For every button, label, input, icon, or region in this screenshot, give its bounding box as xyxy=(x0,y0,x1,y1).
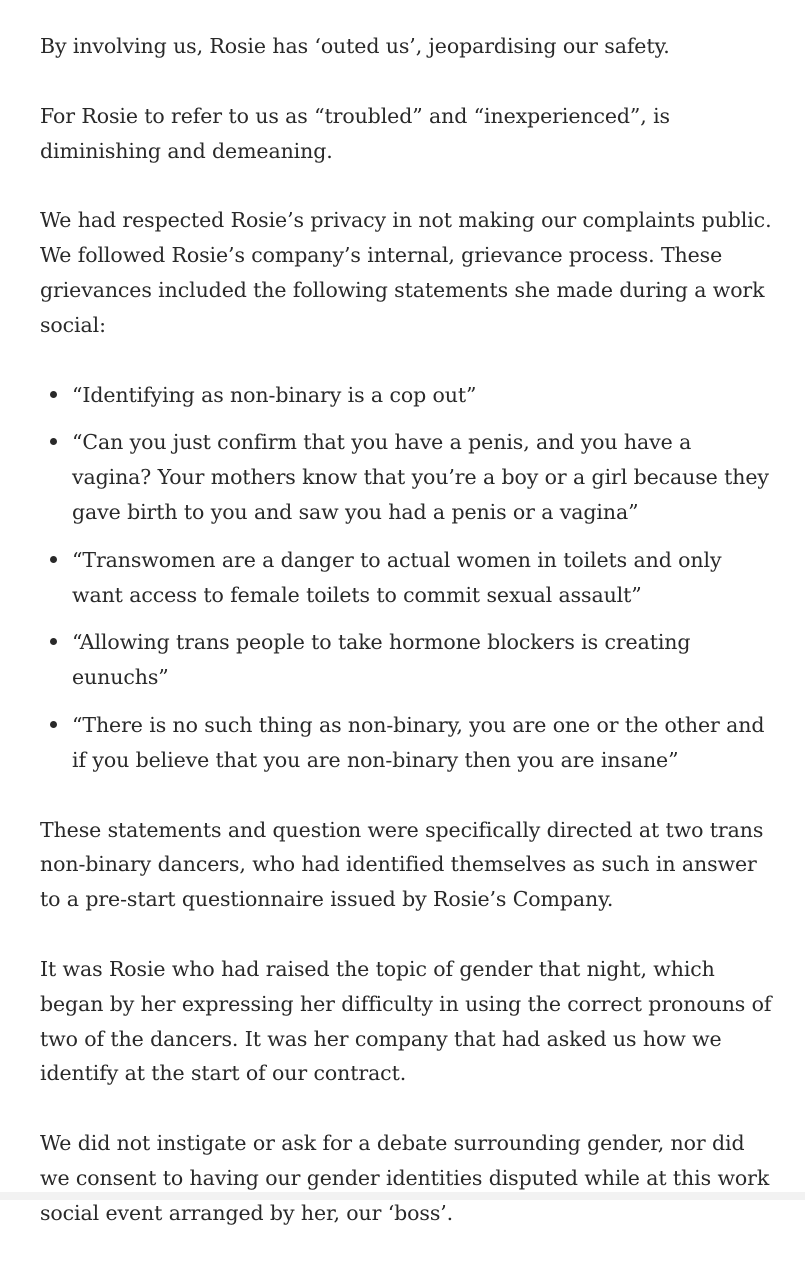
paragraph-troubled: For Rosie to refer to us as “troubled” and “inexperienced”, is diminishing and demeaning. xyxy=(40,103,670,163)
bullet-icon xyxy=(50,391,57,398)
quote-text: “There is no such thing as non-binary, you are one or the other and if you believe that you are non-binary then you are insane” xyxy=(72,712,765,772)
bullet-icon xyxy=(50,638,57,645)
quote-list xyxy=(40,378,775,778)
bottom-divider xyxy=(0,1192,805,1200)
paragraph-no-debate: We did not instigate or ask for a debate surrounding gender, nor did we consent to having our gender identities disputed while at this work social event arranged by her, our ‘boss’. xyxy=(40,1131,770,1225)
bullet-icon xyxy=(50,556,57,563)
quote-text: “Transwomen are a danger to actual women in toilets and only want access to female toilets to commit sexual assault” xyxy=(72,547,722,607)
article-body xyxy=(40,29,775,1266)
bullet-icon xyxy=(50,721,57,728)
paragraph-grievances: We had respected Rosie’s privacy in not making our complaints public. We followed Rosie’s company’s internal, grievance process. These grievances included the following statements she made during a work social: xyxy=(40,208,772,337)
quote-item xyxy=(72,625,775,695)
paragraph-raised-topic: It was Rosie who had raised the topic of gender that night, which began by her expressing her difficulty in using the correct pronouns of two of the dancers. It was her company that had asked us how we identify at the start of our contract. xyxy=(40,956,772,1086)
paragraph-directed: These statements and question were specifically directed at two trans non-binary dancers, who had identified themselves as such in answer to a pre-start questionnaire issued by Rosie’s Company. xyxy=(40,817,764,912)
quote-item xyxy=(72,425,775,529)
quote-item xyxy=(72,543,775,613)
quote-item xyxy=(72,708,775,778)
bullet-icon xyxy=(50,438,57,445)
paragraph-outed: By involving us, Rosie has ‘outed us’, jeopardising our safety. xyxy=(40,34,670,58)
quote-text: “Can you just confirm that you have a penis, and you have a vagina? Your mothers know that you’re a boy or a girl because they gave birth to you and saw you had a penis or a vagina” xyxy=(72,430,769,524)
quote-text: “Identifying as non-binary is a cop out” xyxy=(72,382,477,407)
quote-item xyxy=(72,378,775,413)
quote-text: “Allowing trans people to take hormone blockers is creating eunuchs” xyxy=(72,630,691,690)
